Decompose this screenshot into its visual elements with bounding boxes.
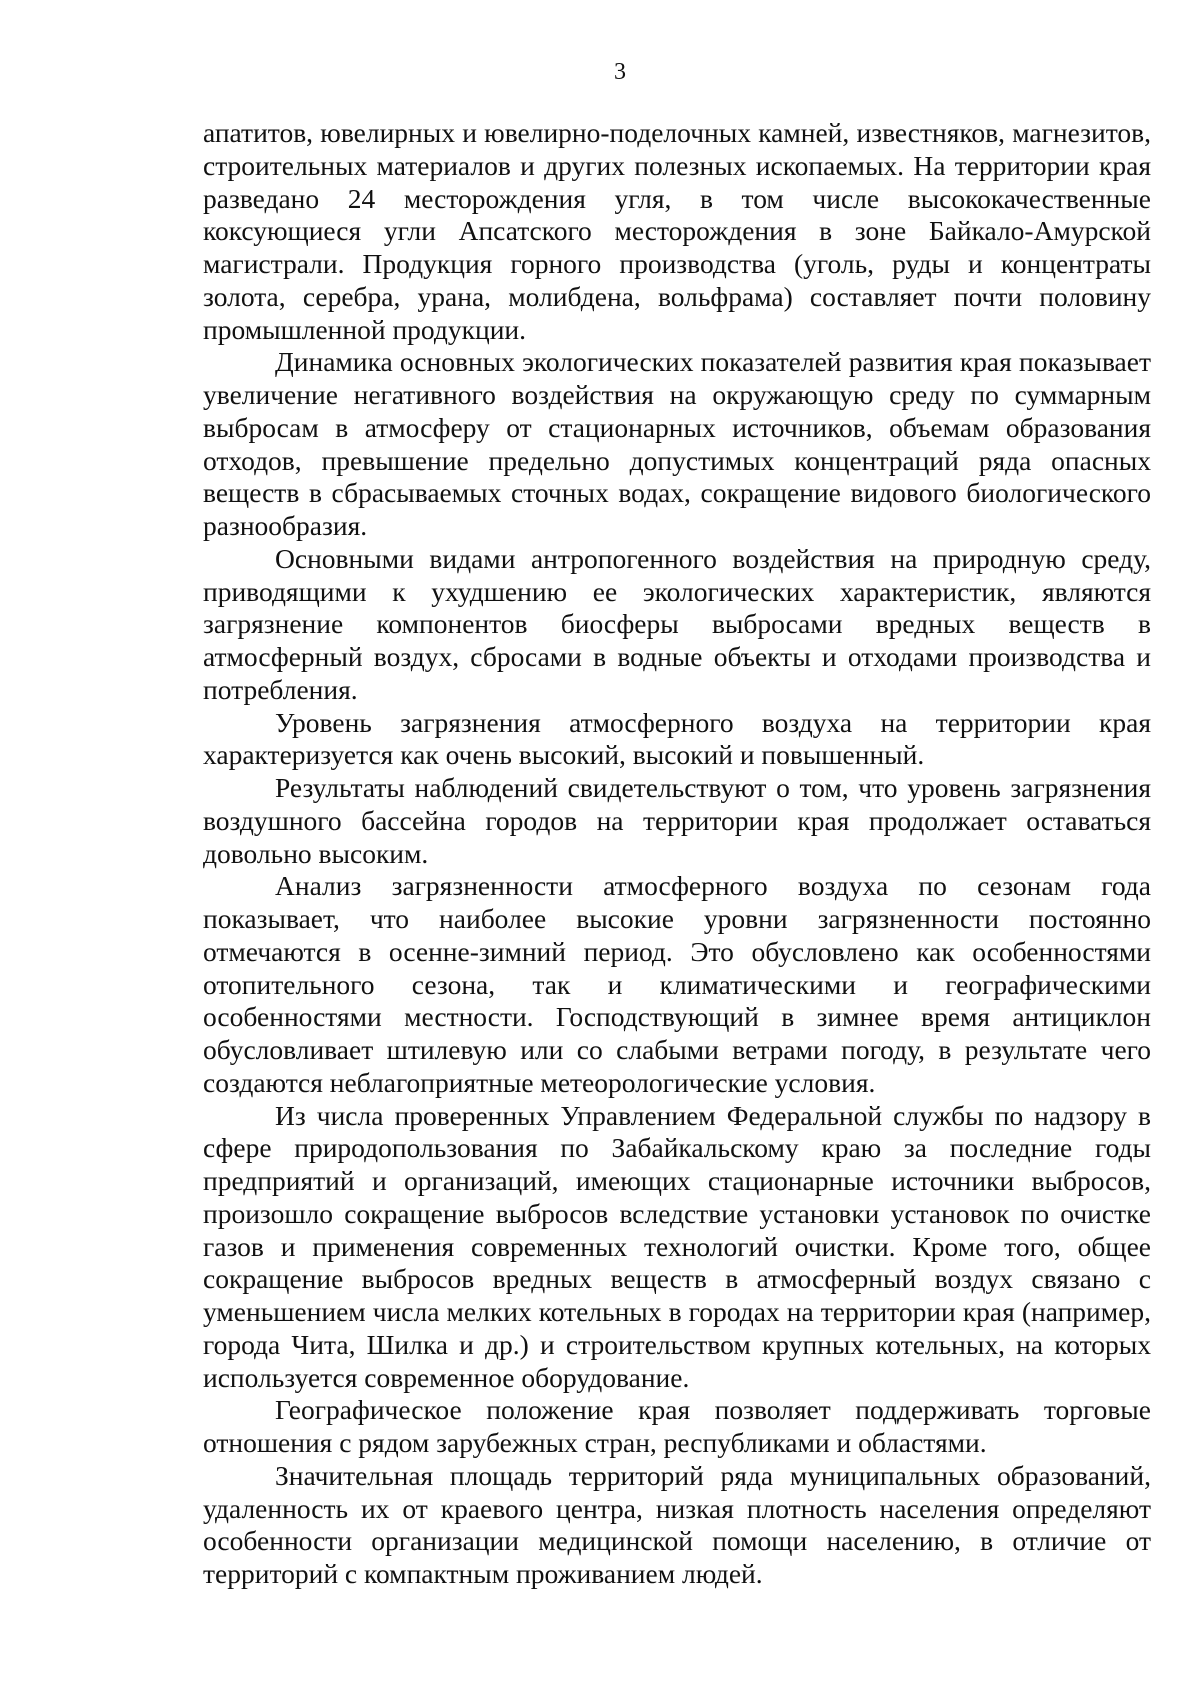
paragraph-geographic-position: Географическое положение края позволяет поддерживать торговые отношения с рядом зарубежных стран, республиками и областями. — [203, 1394, 1151, 1458]
paragraph-emission-reduction: Из числа проверенных Управлением Федеральной службы по надзору в сфере природопользования по Забайкальскому краю за последние годы предприятий и организаций, имеющих стационарные источники выбросов, произошло сокращение выбросов вследствие установки установок по очистке газов и применения современных технологий очистки. Кроме того, общее сокращение выбросов вредных веществ в атмосферный воздух связано с уменьшением числа мелких котельных в городах на территории края (например, города Чита, Шилка и др.) и строительством крупных котельных, на которых используется современное оборудование. — [203, 1099, 1151, 1393]
paragraph-ecological-dynamics: Динамика основных экологических показателей развития края показывает увеличение негативного воздействия на окружающую среду по суммарным выбросам в атмосферу от стационарных источников, объемам образования отходов, превышение предельно допустимых концентраций ряда опасных веществ в сбрасываемых сточных водах, сокращение видового биологического разнообразия. — [203, 346, 1151, 541]
paragraph-seasonal-analysis: Анализ загрязненности атмосферного воздуха по сезонам года показывает, что наиболее высокие уровни загрязненности постоянно отмечаются в осенне-зимний период. Это обусловлено как особенностями отопительного сезона, так и климатическими и географическими особенностями местности. Господствующий в зимнее время антициклон обусловливает штилевую или со слабыми ветрами погоду, в результате чего создаются неблагоприятные метеорологические условия. — [203, 870, 1151, 1098]
paragraph-observation-results: Результаты наблюдений свидетельствуют о том, что уровень загрязнения воздушного бассейна городов на территории края продолжает оставаться довольно высоким. — [203, 772, 1151, 869]
page-number: 3 — [614, 59, 626, 85]
paragraph-continuation: апатитов, ювелирных и ювелирно-поделочных камней, известняков, магнезитов, строительных материалов и других полезных ископаемых. На территории края разведано 24 месторождения угля, в том числе высококачественные коксующиеся угли Апсатского месторождения в зоне Байкало-Амурской магистрали. Продукция горного производства (уголь, руды и концентраты золота, серебра, урана, молибдена, вольфрама) составляет почти половину промышленной продукции. — [203, 117, 1151, 345]
paragraph-pollution-level: Уровень загрязнения атмосферного воздуха на территории края характеризуется как очень высокий, высокий и повышенный. — [203, 706, 1151, 771]
document-body — [203, 117, 1151, 1591]
paragraph-medical-care: Значительная площадь территорий ряда муниципальных образований, удаленность их от краевого центра, низкая плотность населения определяют особенности организации медицинской помощи населению, в отличие от территорий с компактным проживанием людей. — [203, 1459, 1151, 1589]
paragraph-anthropogenic-impact: Основными видами антропогенного воздействия на природную среду, приводящими к ухудшению ее экологических характеристик, являются загрязнение компонентов биосферы выбросами вредных веществ в атмосферный воздух, сбросами в водные объекты и отходами производства и потребления. — [203, 542, 1151, 705]
